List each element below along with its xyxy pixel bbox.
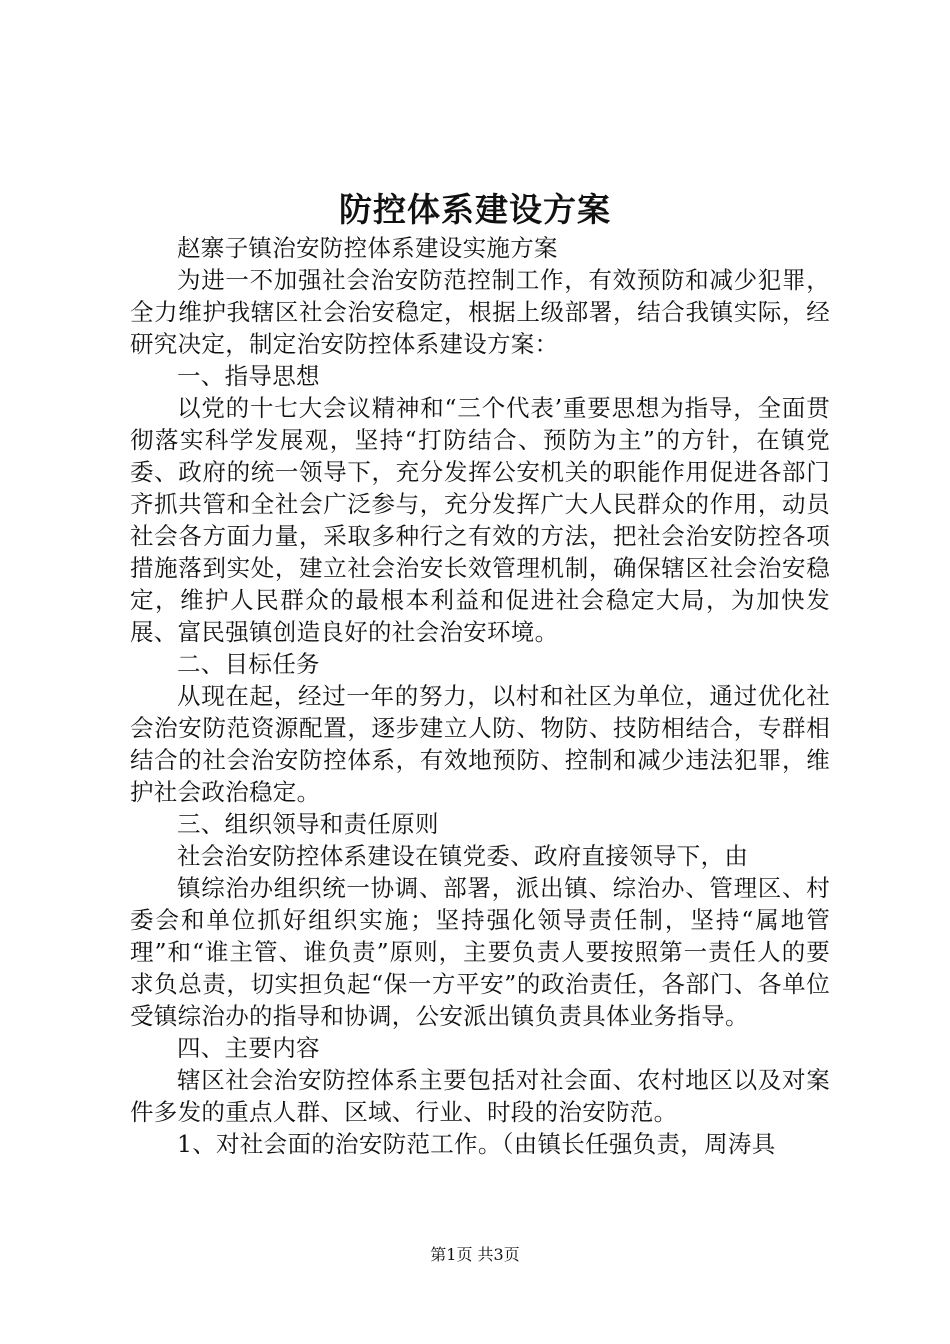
section-heading-1: 一、指导思想: [177, 362, 320, 390]
section-paragraph-3a: 社会治安防控体系建设在镇党委、政府直接领导下，由: [177, 842, 749, 870]
subtitle-paragraph: 赵寨子镇治安防控体系建设实施方案: [177, 234, 558, 262]
document-body: [130, 232, 830, 1160]
section-paragraph-4: 辖区社会治安防控体系主要包括对社会面、农村地区以及对案件多发的重点人群、区域、行业、时段的治安防范。: [130, 1066, 830, 1126]
section-heading-3: 三、组织领导和责任原则: [177, 810, 439, 838]
section-paragraph-3b: 镇综治办组织统一协调、部署，派出镇、综治办、管理区、村委会和单位抓好组织实施；坚持强化领导责任制，坚持“属地管理”和“谁主管、谁负责”原则，主要负责人要按照第一责任人的要求负总责，切实担负起“保一方平安”的政治责任，各部门、各单位受镇综治办的指导和协调，公安派出镇负责具体业务指导。: [130, 874, 830, 1030]
section-paragraph-1: 以党的十七大会议精神和“三个代表’重要思想为指导，全面贯彻落实科学发展观，坚持“打防结合、预防为主”的方针，在镇党委、政府的统一领导下，充分发挥公安机关的职能作用促进各部门齐抓共管和全社会广泛参与，充分发挥广大人民群众的作用，动员社会各方面力量，采取多种行之有效的方法，把社会治安防控各项措施落到实处，建立社会治安长效管理机制，确保辖区社会治安稳定，维护人民群众的最根本利益和促进社会稳定大局，为加快发展、富民强镇创造良好的社会治安环境。: [130, 394, 830, 646]
section-heading-2: 二、目标任务: [177, 650, 320, 678]
document-title: 防控体系建设方案: [339, 190, 611, 229]
section-heading-4: 四、主要内容: [177, 1034, 320, 1062]
page-indicator: 第1页 共3页: [430, 1245, 520, 1264]
list-item-1: 1、对社会面的治安防范工作。（由镇长任强负责，周涛具: [177, 1130, 776, 1158]
section-paragraph-2: 从现在起，经过一年的努力，以村和社区为单位，通过优化社会治安防范资源配置，逐步建立人防、物防、技防相结合，专群相结合的社会治安防控体系，有效地预防、控制和减少违法犯罪，维护社会政治稳定。: [130, 682, 830, 806]
intro-paragraph: 为进一不加强社会治安防范控制工作，有效预防和减少犯罪，全力维护我辖区社会治安稳定，根据上级部署，结合我镇实际，经研究决定，制定治安防控体系建设方案：: [130, 266, 830, 358]
